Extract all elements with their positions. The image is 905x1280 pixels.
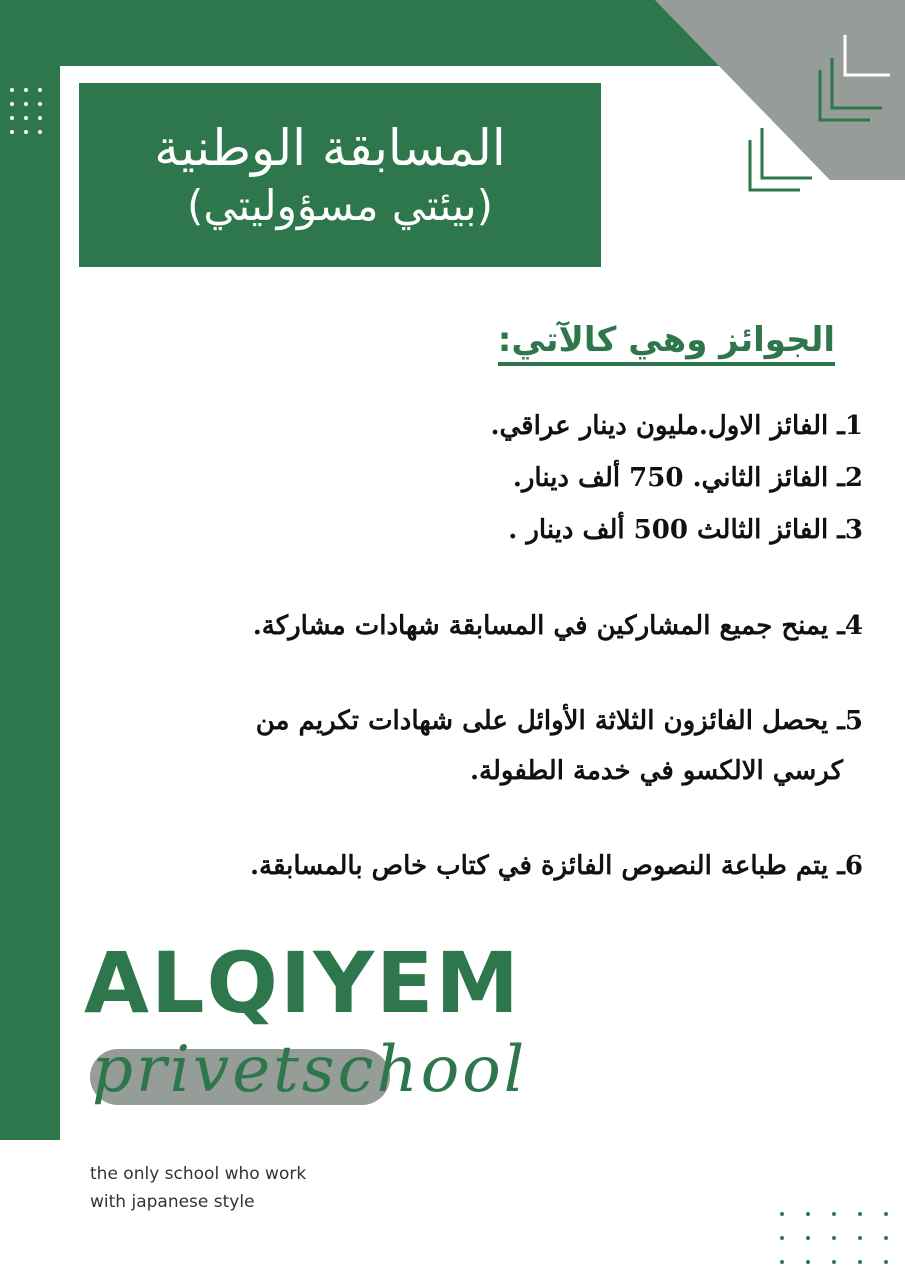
- dot-grid-top-left: [10, 88, 50, 148]
- dot-grid-bottom-right: [780, 1212, 900, 1277]
- list-item: [163, 400, 863, 452]
- prizes-list: [163, 400, 863, 892]
- item-number: 1: [844, 411, 863, 441]
- item-number: 5: [844, 706, 863, 736]
- item-number: 3: [844, 515, 863, 545]
- list-item: [163, 840, 863, 892]
- brand-script: privetschool: [92, 1033, 528, 1107]
- list-item: [163, 504, 863, 556]
- title-line-1: المسابقة الوطنية: [154, 119, 506, 177]
- brand-name: ALQIYEM: [84, 934, 521, 1032]
- title-line-2: (بيئتي مسؤوليتي): [187, 181, 493, 230]
- item-text: ـ الفائز الثاني. 750 ألف دينار.: [512, 463, 845, 493]
- item-number: 4: [844, 611, 863, 641]
- item-text: ـ يمنح جميع المشاركين في المسابقة شهادات مشاركة.: [252, 611, 845, 641]
- tagline-line-2: with japanese style: [90, 1192, 255, 1212]
- item-text: ـ يحصل الفائزون الثلاثة الأوائل على شهادات تكريم من: [255, 706, 845, 736]
- list-item: [163, 452, 863, 504]
- list-item: [163, 696, 863, 746]
- prizes-heading: الجوائز وهي كالآتي:: [498, 318, 835, 366]
- title-box: [79, 83, 601, 267]
- item-text: ـ يتم طباعة النصوص الفائزة في كتاب خاص بالمسابقة.: [249, 851, 845, 881]
- list-item: [163, 600, 863, 652]
- item-number: 6: [844, 851, 863, 881]
- item-text: ـ الفائز الثالث 500 ألف دينار .: [508, 515, 845, 545]
- chevron-corner-icon: [740, 30, 905, 210]
- tagline-line-1: the only school who work: [90, 1164, 307, 1184]
- list-item-continuation: كرسي الالكسو في خدمة الطفولة.: [469, 756, 843, 786]
- left-green-band: [0, 0, 60, 1140]
- item-number: 2: [844, 463, 863, 493]
- item-text: ـ الفائز الاول.مليون دينار عراقي.: [490, 411, 845, 441]
- brand-tagline: [90, 1160, 306, 1216]
